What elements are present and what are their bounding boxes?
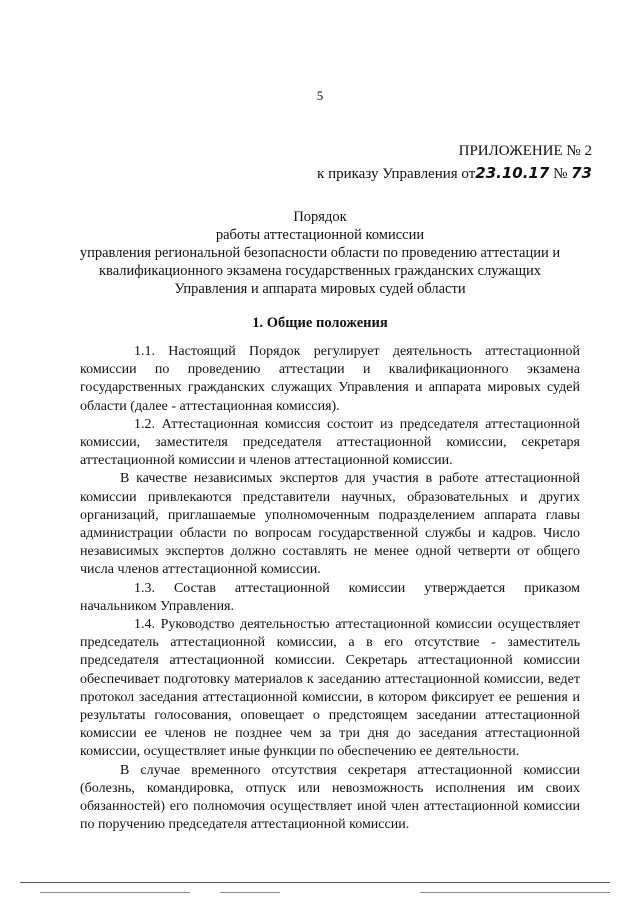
document-body xyxy=(80,343,580,834)
handwritten-date: 23.10.17 xyxy=(475,164,550,182)
heading-line-2: работы аттестационной комиссии xyxy=(215,227,425,243)
appendix-block xyxy=(317,140,592,185)
scan-artifact-line xyxy=(220,892,280,893)
scan-artifact-line xyxy=(40,892,190,893)
appendix-title: ПРИЛОЖЕНИЕ № 2 xyxy=(458,143,592,159)
section-title: 1. Общие положения xyxy=(252,315,388,331)
paragraph: 1.2. Аттестационная комиссия состоит из председателя аттестационной комиссии, заместителя председателя аттестационной комиссии, секретаря аттестационной комиссии и членов аттестационной комиссии. xyxy=(80,416,580,469)
handwritten-number: 73 xyxy=(571,164,592,182)
paragraph: В случае временного отсутствия секретаря аттестационной комиссии (болезнь, командировка, отпуск или невозможность исполнения им своих обязанностей) его полномочия осуществляет иной член аттестационной комиссии по поручению председателя аттестационной комиссии. xyxy=(80,762,580,833)
paragraph: 1.3. Состав аттестационной комиссии утверждается приказом начальником Управления. xyxy=(80,580,580,614)
paragraph: 1.1. Настоящий Порядок регулирует деятельность аттестационной комиссии по проведению аттестации и квалификационного экзамена государственных гражданских служащих Управления и аппарата мировых судей области (далее - аттестационная комиссия). xyxy=(80,344,580,414)
heading-line-5: Управления и аппарата мировых судей области xyxy=(174,281,466,297)
scan-artifact-line xyxy=(420,892,610,893)
heading-line-4: квалификационного экзамена государственных гражданских служащих xyxy=(99,263,541,279)
paragraph: В качестве независимых экспертов для участия в работе аттестационной комиссии привлекаются представители научных, образовательных и других организаций, приглашаемые уполномоченным подразделением аппарата главы администрации области по вопросам государственной службы и кадров. Число независимых экспертов должно составлять не менее одной четверти от общего числа членов аттестационной комиссии. xyxy=(80,471,580,578)
heading-line-3: управления региональной безопасности области по проведению аттестации и xyxy=(79,245,561,261)
document-heading xyxy=(60,208,580,298)
page-number: 5 xyxy=(316,88,324,103)
paragraph: 1.4. Руководство деятельностью аттестационной комиссии осуществляет председатель аттестационной комиссии, а в его отсутствие - заместитель председателя аттестационной комиссии. Секретарь аттестационной комиссии обеспечивает подготовку материалов к заседанию аттестационной комиссии, ведет протокол заседания аттестационной комиссии, в котором фиксирует ее решения и результаты голосования, оповещает о предстоящем заседании аттестационной комиссии ее членов не позднее чем за три дня до заседания аттестационной комиссии, осуществляет иные функции по обеспечению ее деятельности. xyxy=(80,617,580,760)
heading-line-1: Порядок xyxy=(293,209,347,225)
appendix-order-line xyxy=(317,162,592,185)
scan-artifact-line xyxy=(20,882,610,883)
number-label: № xyxy=(553,166,568,182)
order-prefix: к приказу Управления от xyxy=(317,166,476,182)
